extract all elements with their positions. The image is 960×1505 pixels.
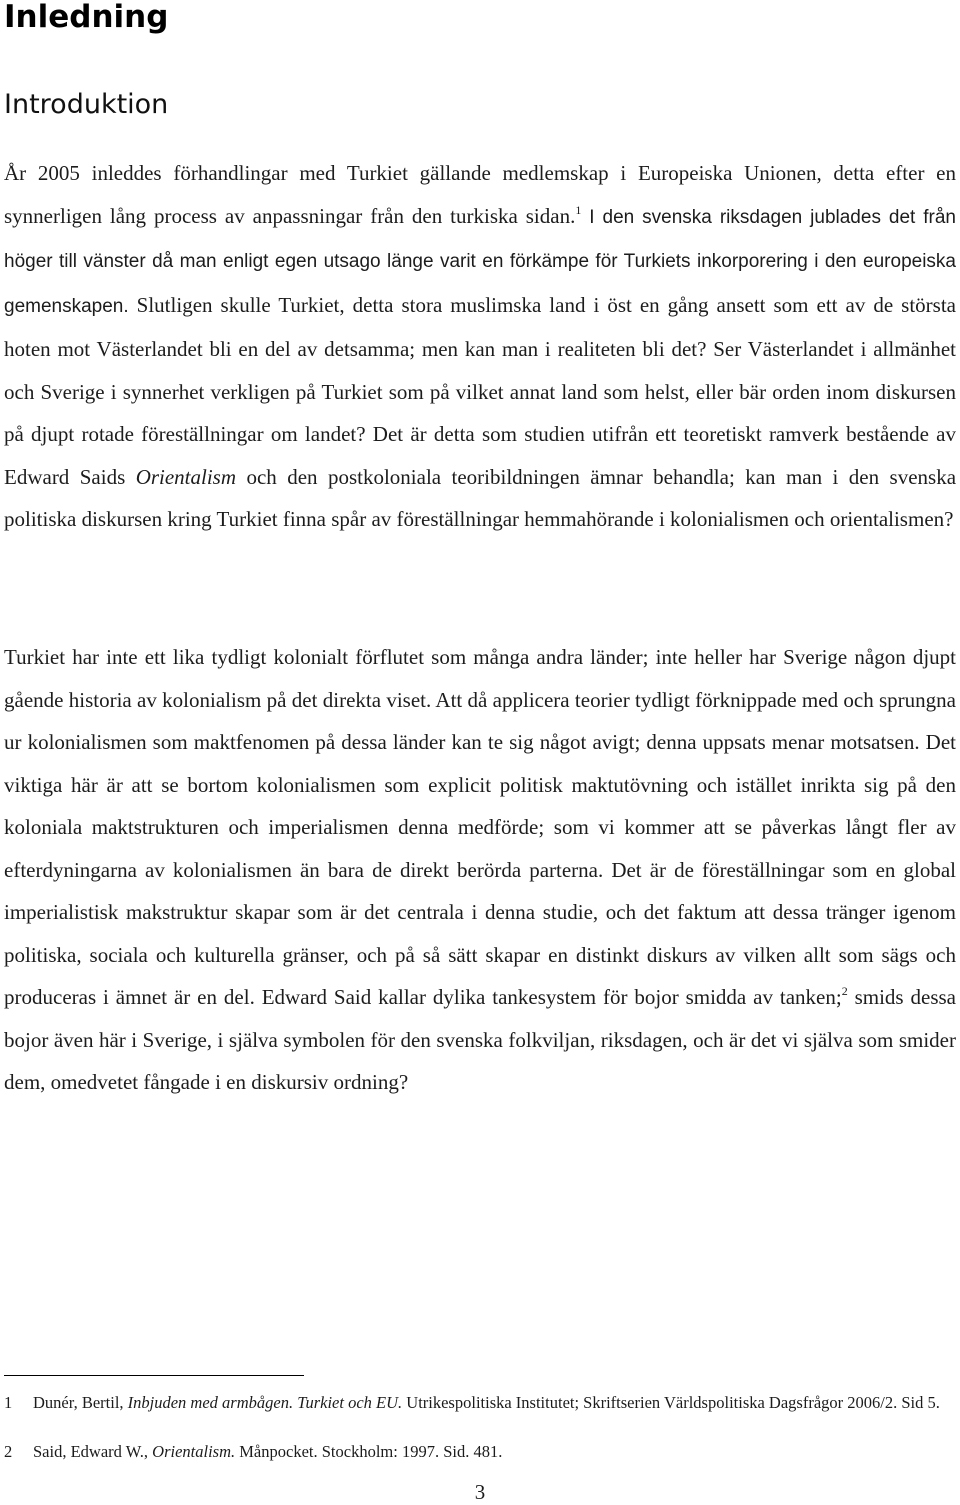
p1-sentence-2: I den svenska riksdagen jublades det från höger till vänster då man enligt egen utsago länge varit en förkämpe för Turkiets inkorporering i den europeiska gemenskapen. [4,206,957,317]
section-subheading: Introduktion [4,89,169,120]
footnote-1 [4,1391,956,1415]
paragraph-1 [4,152,956,541]
p1-italic-title: Orientalism [135,464,237,489]
footnote-2 [4,1440,956,1464]
paragraph-2 [4,636,956,1104]
page-number: 3 [474,1480,486,1504]
p2-sentence-2: smids dessa bojor även här i Sverige, i själva symbolen för den svenska folkviljan, riksdagen, och är det vi själva som smider dem, omedvetet fångade i en diskursiv ordning? [4,985,956,1094]
footnote-rest: Månpocket. Stockholm: 1997. Sid. 481. [239,1442,503,1461]
footnote-number: 2 [4,1442,13,1461]
p1-sentence-3: Slutligen skulle Turkiet, detta stora muslimska land i öst en gång ansett som ett av de största hoten mot Västerlandet bli en del av detsamma; men kan man i realiteten bli det? Ser Västerlandet i allmänhet och Sverige i synnerhet verkligen på Turkiet som på vilket annat land som helst, eller bär orden inom diskursen på djupt rotade föreställningar om landet? Det är detta som studien utifrån ett teoretiskt ramverk bestående av Edward Saids [4,292,956,489]
footnote-author: Said, Edward W., [33,1442,149,1461]
p2-sentence-1: Turkiet har inte ett lika tydligt kolonialt förflutet som många andra länder; inte heller har Sverige någon djupt gående historia av kolonialism på det direkta viset. Att då applicera teorier tydligt förknippade med och sprungna ur kolonialismen som maktfenomen på dessa länder kan te sig något avigt; denna uppsats menar motsatsen. Det viktiga här är att se bortom kolonialismen som explicit politisk maktutövning och istället inrikta sig på den koloniala maktstrukturen och imperialismen denna medförde; som vi kommer att se påverkas långt fler av efterdyningarna av kolonialismen än bara de direkt berörda parterna. Det är de föreställningar som en global imperialistisk makstruktur skapar som är det centrala i denna studie, och det faktum att dessa tränger igenom politiska, sociala och kulturella gränser, och på så sätt skapar en distinkt diskurs av vilken allt som sägs och produceras i ämnet är en del. Edward Said kallar dylika tankesystem för bojor smidda av tanken; [4,645,956,1009]
p1-sentence-1: År 2005 inleddes förhandlingar med Turkiet gällande medlemskap i Europeiska Unionen, detta efter en synnerligen lång process av anpassningar från den turkiska sidan. [4,161,956,228]
footnote-ref-1: 1 [575,202,582,217]
footnote-title: Inbjuden med armbågen. Turkiet och EU. [127,1393,403,1412]
footnote-divider [4,1375,304,1376]
footnote-author: Dunér, Bertil, [33,1393,124,1412]
page-heading: Inledning [4,0,169,35]
p1-sentence-4: och den postkoloniala teoribildningen ämnar behandla; kan man i den svenska politiska diskursen kring Turkiet finna spår av föreställningar hemmahörande i kolonialismen och orientalismen? [4,464,957,531]
footnote-number: 1 [4,1393,13,1412]
footnote-title: Orientalism. [152,1442,236,1461]
footnote-rest: Utrikespolitiska Institutet; Skriftserien Världspolitiska Dagsfrågor 2006/2. Sid 5. [406,1393,940,1412]
footnote-ref-2: 2 [841,984,848,998]
